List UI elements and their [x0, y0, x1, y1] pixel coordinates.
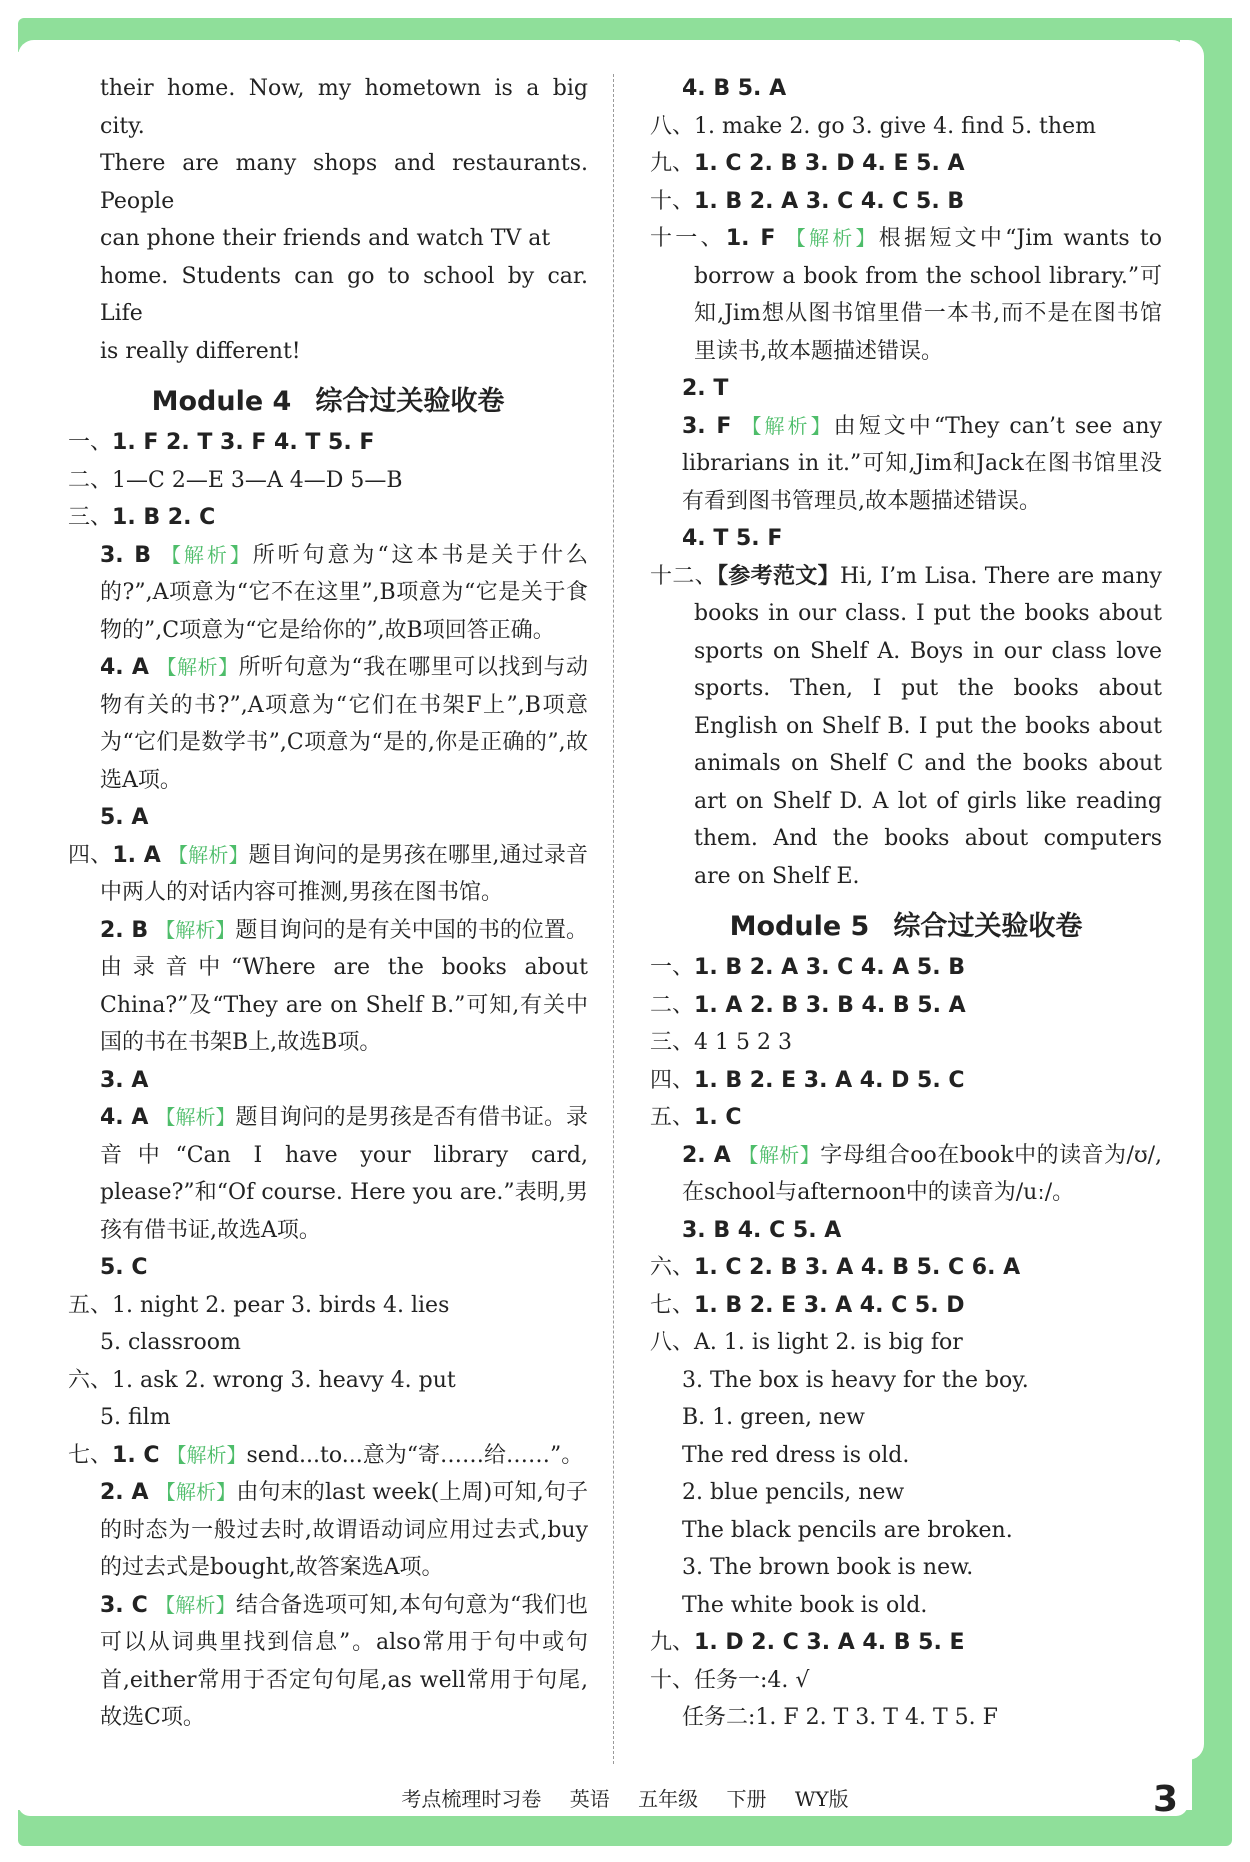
answer-item: 2. blue pencils, new — [682, 1480, 905, 1505]
answer-explanation: 2. A 【解析】字母组合oo在book中的读音为/ʊ/,在school与afternoon中的读音为/uː/。 — [682, 1142, 1162, 1205]
answer-section-5: 五、1. C — [650, 1105, 742, 1130]
answer-section-11: 十一、1. F 【解析】根据短文中“Jim wants to borrow a book from the school library.”可知,Jim想从图书馆里借一本书,而不是在图书馆里读书,故本题描述错误。 — [650, 226, 1162, 364]
module-5-title: Module 5 综合过关验收卷 — [729, 911, 1083, 942]
answer-section-10: 十、任务一:4. √ — [650, 1667, 810, 1693]
answer-explanation: 4. A 【解析】题目询问的是男孩是否有借书证。录音中“Can I have your library card, please?”和“Of course. Here you are.”表明,男孩有借书证,故选A项。 — [100, 1105, 588, 1243]
answer-item: 3. The box is heavy for the boy. — [682, 1367, 1029, 1393]
answer-item: 3. The brown book is new. — [682, 1555, 974, 1580]
answer-item: 4. B 5. A — [682, 76, 787, 101]
answer-key-content — [68, 70, 1178, 1770]
answer-section-7: 七、1. B 2. E 3. A 4. C 5. D — [650, 1292, 965, 1318]
answer-item: 3. A — [100, 1067, 149, 1093]
answer-item: The black pencils are broken. — [682, 1517, 1013, 1543]
module-4-title: Module 4 综合过关验收卷 — [151, 386, 505, 417]
footer-grade: 五年级 — [638, 1787, 699, 1811]
essay-line: their home. Now, my hometown is a big city. — [100, 76, 588, 139]
answer-section-8: 八、1. make 2. go 3. give 4. find 5. them — [650, 113, 1096, 139]
answer-section-6: 六、1. ask 2. wrong 3. heavy 4. put — [68, 1367, 456, 1393]
answer-item: 5. C — [100, 1255, 148, 1280]
answer-item: The white book is old. — [682, 1592, 928, 1618]
footer-subject: 英语 — [569, 1787, 610, 1811]
answer-section-12: 十二、【参考范文】Hi, I’m Lisa. There are many books in our class. I put the books about sports on Shelf A. Boys in our class love sports. Then, I put the books about English on Shelf B. I put the books about animals on Shelf C and the books about art on Shelf D. A lot of girls like reading them. And the books about computers are on Shelf E. — [650, 563, 1162, 889]
essay-line: can phone their friends and watch TV at — [100, 226, 551, 251]
answer-item: 5. A — [100, 805, 149, 830]
answer-item: 5. classroom — [100, 1330, 241, 1355]
essay-line: There are many shops and restaurants. People — [100, 151, 588, 214]
answer-section-8: 八、A. 1. is light 2. is big for — [650, 1330, 963, 1355]
answer-item: 3. B 4. C 5. A — [682, 1217, 842, 1243]
answer-section-5: 五、1. night 2. pear 3. birds 4. lies — [68, 1292, 450, 1318]
answer-section-9: 九、1. C 2. B 3. D 4. E 5. A — [650, 151, 965, 176]
answer-item: 4. T 5. F — [682, 526, 783, 551]
answer-section-4: 四、1. B 2. E 3. A 4. D 5. C — [650, 1067, 965, 1093]
answer-section-1: 一、1. B 2. A 3. C 4. A 5. B — [650, 955, 966, 980]
answer-section-3: 三、1. B 2. C — [68, 505, 216, 530]
answer-section-7: 七、1. C 【解析】send...to...意为“寄……给……”。 — [68, 1442, 584, 1468]
answer-section-4: 四、1. A 【解析】题目询问的是男孩在哪里,通过录音中两人的对话内容可推测,男孩在图书馆。 — [68, 842, 588, 905]
footer-book-title: 考点梳理时习卷 — [401, 1787, 542, 1811]
answer-item: 任务二:1. F 2. T 3. T 4. T 5. F — [682, 1705, 998, 1730]
answer-explanation: 2. A 【解析】由句末的last week(上周)可知,句子的时态为一般过去时,故谓语动词应用过去式,buy的过去式是bought,故答案选A项。 — [100, 1480, 589, 1580]
footer-term: 下册 — [726, 1787, 767, 1811]
page-number: 3 — [1152, 1779, 1178, 1820]
column-divider — [613, 74, 614, 1764]
page-footer — [0, 1783, 1250, 1812]
right-column — [650, 70, 1162, 1737]
answer-section-2: 二、1—C 2—E 3—A 4—D 5—B — [68, 467, 403, 493]
answer-section-2: 二、1. A 2. B 3. B 4. B 5. A — [650, 992, 966, 1018]
answer-item: The red dress is old. — [682, 1442, 910, 1468]
answer-explanation: 3. C 【解析】结合备选项可知,本句句意为“我们也可以从词典里找到信息”。also常用于句中或句首,either常用于否定句句尾,as well常用于句尾,故选C项。 — [100, 1592, 588, 1730]
answer-item: 5. film — [100, 1405, 171, 1430]
answer-explanation: 3. F 【解析】由短文中“They can’t see any librarians in it.”可知,Jim和Jack在图书馆里没有看到图书管理员,故本题描述错误。 — [682, 413, 1162, 514]
answer-item: B. 1. green, new — [682, 1405, 865, 1430]
answer-section-10: 十、1. B 2. A 3. C 4. C 5. B — [650, 188, 965, 214]
answer-explanation: 4. A 【解析】所听句意为“我在哪里可以找到与动物有关的书?”,A项意为“它们在书架F上”,B项意为“它们是数学书”,C项意为“是的,你是正确的”,故选A项。 — [100, 655, 589, 793]
footer-edition: WY版 — [794, 1787, 849, 1811]
answer-section-6: 六、1. C 2. B 3. A 4. B 5. C 6. A — [650, 1255, 1021, 1280]
answer-explanation: 3. B 【解析】所听句意为“这本书是关于什么的?”,A项意为“它不在这里”,B项意为“它是关于食物的”,C项意为“它是给你的”,故B项回答正确。 — [100, 542, 589, 643]
essay-line: home. Students can go to school by car. Life — [100, 263, 588, 326]
answer-section-9: 九、1. D 2. C 3. A 4. B 5. E — [650, 1630, 965, 1655]
answer-section-3: 三、4 1 5 2 3 — [650, 1030, 792, 1055]
answer-item: 2. T — [682, 376, 729, 401]
left-column — [68, 70, 588, 1737]
answer-explanation: 2. B 【解析】题目询问的是有关中国的书的位置。由录音中“Where are the books about China?”及“They are on Shelf B.”可知,有关中国的书在书架B上,故选B项。 — [100, 917, 588, 1055]
essay-line: is really different! — [100, 338, 301, 364]
answer-section-1: 一、1. F 2. T 3. F 4. T 5. F — [68, 430, 375, 455]
